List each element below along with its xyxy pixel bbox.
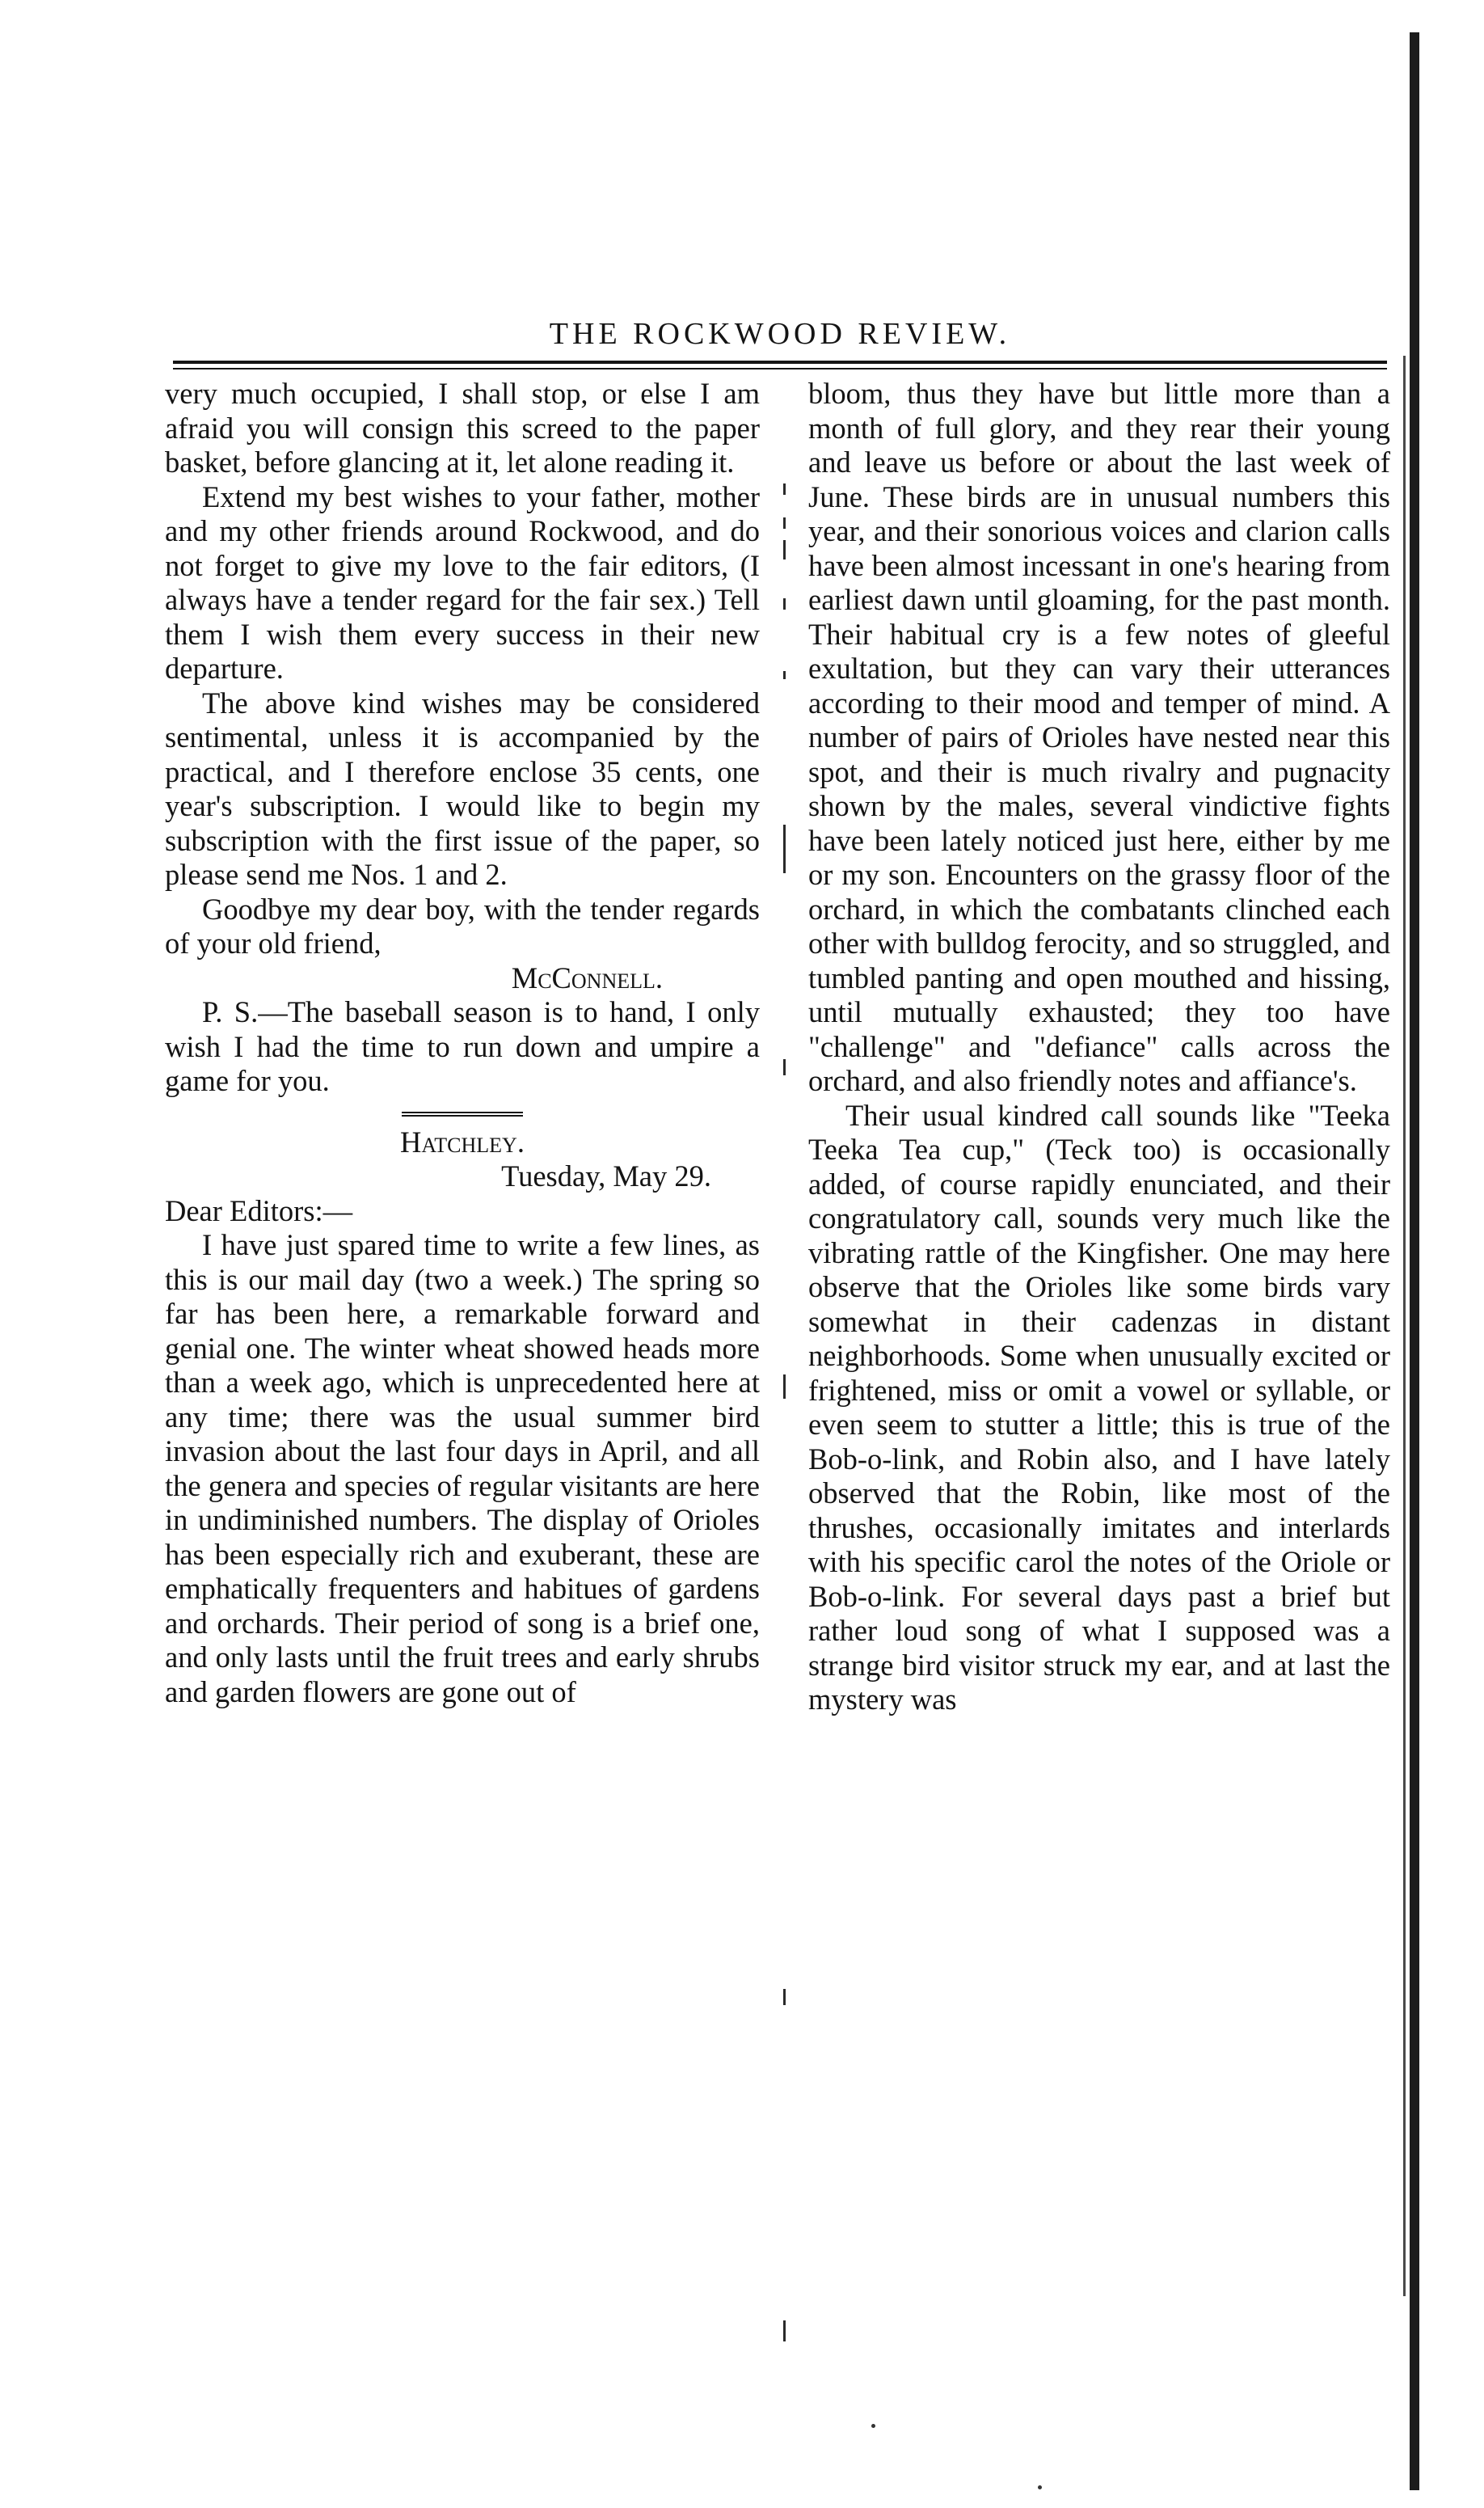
page-header-title: THE ROCKWOOD REVIEW. — [549, 317, 1011, 351]
left-column — [165, 377, 760, 1709]
gutter-mark — [783, 1989, 786, 2005]
letter-date: Tuesday, May 29. — [501, 1159, 711, 1193]
letter-place: Hatchley. — [400, 1125, 525, 1159]
ink-speck — [1038, 2485, 1042, 2489]
paragraph: bloom, thus they have but little more than a month of full glory, and they rear their young and leave us before or about the last week of June. These birds are in unusual numbers this year, and their sonorious voices and clarion calls have been almost incessant in one's hearing from earliest dawn until gloaming, for the past month. Their habitual cry is a few notes of gleeful exultation, but they can vary their utterances according to their mood and temper of mind. A number of pairs of Orioles have nested near this spot, and their is much rivalry and pugnacity shown by the males, several vindictive fights have been lately noticed just here, either by me or my son. Encounters on the grassy floor of the orchard, in which the combatants clinched each other with bulldog ferocity, and so struggled, and tumbled panting and open mouthed and hissing, until mutually exhausted; they too have "challenge" and "defiance" calls across the orchard, and also friendly notes and affiance's. — [808, 377, 1390, 1097]
gutter-mark — [783, 598, 786, 610]
letter-salutation: Dear Editors:— — [165, 1193, 353, 1227]
letter-signature: McConnell. — [511, 961, 663, 994]
paragraph: Goodbye my dear boy, with the tender regards of your old friend, — [165, 892, 760, 960]
header-rule-thick — [173, 361, 1387, 364]
postscript: P. S.—The baseball season is to hand, I only wish I had the time to run down and umpire a game for you. — [165, 995, 760, 1097]
right-column — [808, 377, 1390, 1717]
header-rule-thin — [173, 368, 1387, 369]
ink-speck — [871, 2424, 875, 2428]
paragraph: very much occupied, I shall stop, or else I am afraid you will consign this screed to the paper basket, before glancing at it, let alone reading it. — [165, 377, 760, 479]
gutter-mark — [783, 483, 786, 495]
paragraph: Their usual kindred call sounds like "Teeka Teeka Tea cup," (Teck too) is occasionally added, of course rapidly enunciated, and their congratulatory call, sounds very much like the vibrating rattle of the Kingfisher. One may here observe that the Orioles like some birds vary somewhat in their cadenzas in distant neighborhoods. Some when unusually excited or frightened, miss or omit a vowel or syllable, or even seem to stutter a little; this is true of the Bob-o-link, and Robin also, and I have lately observed that the Robin, like most of the thrushes, occasionally imitates and interlards with his specific carol the notes of the Oriole or Bob-o-link. For several days past a brief but rather loud song of what I supposed was a strange bird visitor struck my ear, and at last the mystery was — [808, 1098, 1390, 1716]
gutter-mark — [783, 825, 786, 873]
gutter-mark — [783, 2320, 786, 2341]
page-edge-line — [1403, 356, 1406, 2296]
page-edge-shadow — [1410, 32, 1419, 2490]
gutter-mark — [783, 1374, 786, 1399]
paragraph: Extend my best wishes to your father, mother and my other friends around Rockwood, and do not forget to give my love to the fair editors, (I always have a tender regard for the fair sex.) Tell them I wish them every success in their new departure. — [165, 479, 760, 685]
paragraph: I have just spared time to write a few lines, as this is our mail day (two a week.) The spring so far has been here, a remarkable forward and genial one. The winter wheat showed heads more than a week ago, which is unprecedented here at any time; there was the usual summer bird invasion about the last four days in April, and all the genera and species of regular visitants are here in undiminished numbers. The display of Orioles has been especially rich and exuberant, these are emphatically frequenters and habitues of gardens and orchards. Their period of song is a brief one, and only lasts until the fruit trees and early shrubs and garden flowers are gone out of — [165, 1228, 760, 1708]
gutter-mark — [783, 540, 786, 559]
gutter-mark — [783, 1059, 786, 1075]
gutter-mark — [783, 671, 786, 679]
paragraph: The above kind wishes may be considered sentimental, unless it is accompanied by the practical, and I therefore enclose 35 cents, one year's subscription. I would like to begin my subscription with the first issue of the paper, so please send me Nos. 1 and 2. — [165, 686, 760, 891]
gutter-mark — [783, 517, 786, 529]
section-divider — [402, 1112, 523, 1116]
